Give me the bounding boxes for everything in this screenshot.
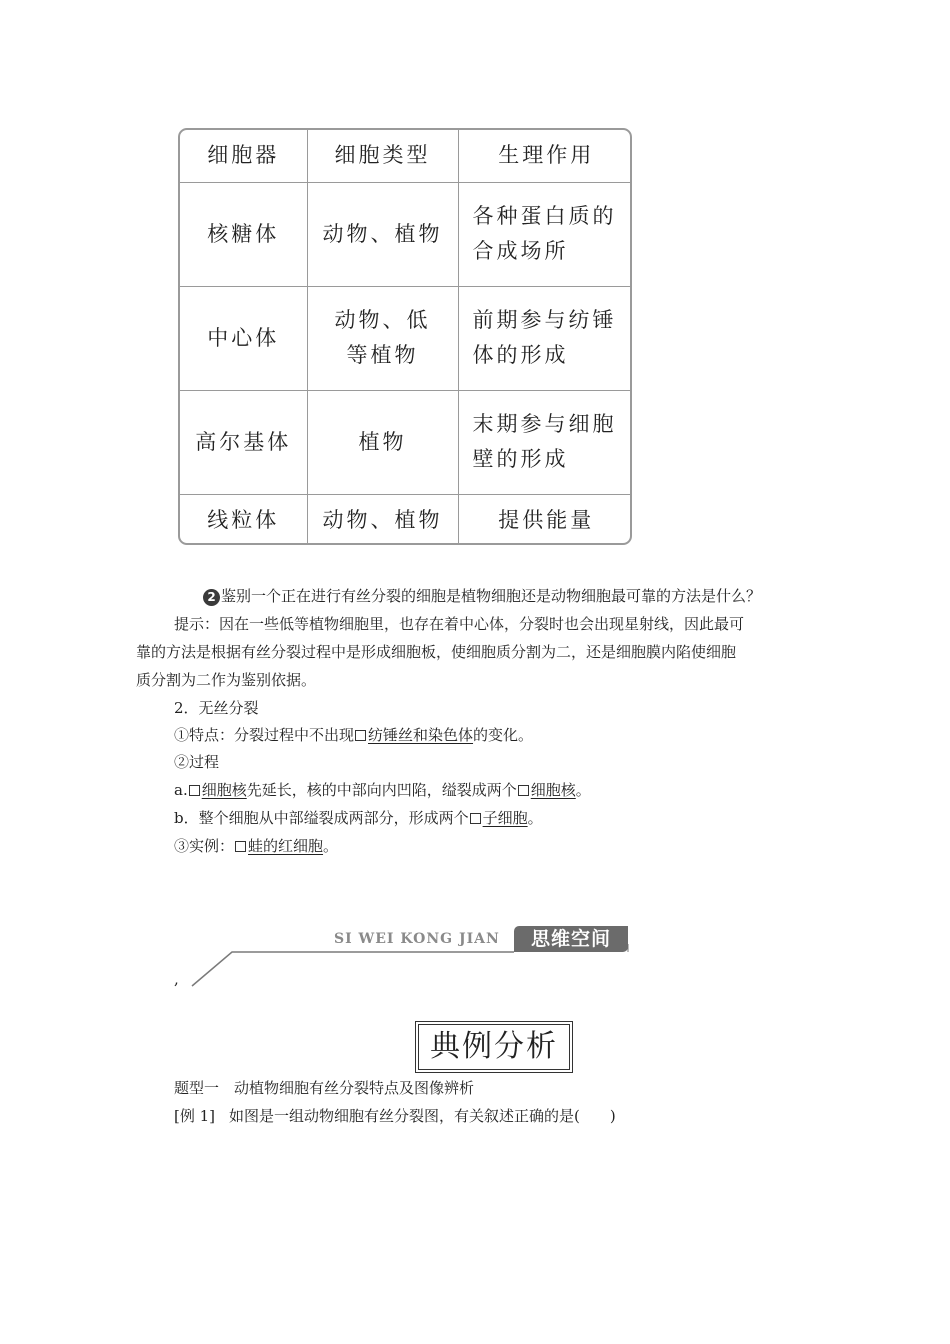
feature-suffix: 的变化。 bbox=[473, 726, 534, 744]
hint-line: 提示：因在一些低等植物细胞里，也存在着中心体，分裂时也会出现星射线，因此最可 bbox=[174, 615, 745, 633]
step-a-answer: 细胞核 bbox=[530, 781, 576, 799]
function-line: 末期参与细胞 bbox=[472, 412, 617, 436]
example-suffix: 。 bbox=[323, 837, 339, 855]
header-cell-type: 细胞类型 bbox=[307, 130, 458, 182]
hint-line: 靠的方法是根据有丝分裂过程中是形成细胞板，使细胞质分割为二，还是细胞膜内陷使细胞 bbox=[136, 643, 737, 661]
function-line: 前期参与纺锤 bbox=[472, 308, 617, 332]
example-problem-line bbox=[174, 1106, 616, 1126]
organelle-cell: 核糖体 bbox=[180, 182, 307, 286]
feature-answer: 纺锤丝和染色体 bbox=[368, 726, 474, 744]
feature-prefix: ①特点：分裂过程中不出现 bbox=[174, 726, 355, 744]
organelle-cell: 高尔基体 bbox=[180, 390, 307, 494]
hint-line: 质分割为二作为鉴别依据。 bbox=[136, 671, 317, 689]
stray-comma: , bbox=[174, 970, 179, 988]
step-b-prefix: b．整个细胞从中部缢裂成两部分，形成两个 bbox=[174, 809, 469, 827]
banner-english-title: SI WEI KONG JIAN bbox=[334, 931, 500, 947]
question-text: 鉴别一个正在进行有丝分裂的细胞是植物细胞还是动物细胞最可靠的方法是什么？ bbox=[221, 587, 762, 605]
step-a-suffix: 。 bbox=[575, 781, 591, 799]
function-line: 壁的形成 bbox=[472, 447, 569, 471]
amitosis-heading: 2．无丝分裂 bbox=[174, 699, 259, 717]
function-line: 合成场所 bbox=[472, 239, 569, 263]
process-heading: ②过程 bbox=[174, 753, 220, 771]
step-a-prefix: a. bbox=[174, 781, 188, 799]
example-label: [例 1] bbox=[174, 1107, 216, 1125]
step-b-suffix: 。 bbox=[527, 809, 543, 827]
example-prefix: ③实例： bbox=[174, 837, 235, 855]
example-question: 如图是一组动物细胞有丝分裂图，有关叙述正确的是( ) bbox=[229, 1107, 616, 1125]
problem-type-line: 题型一 动植物细胞有丝分裂特点及图像辨析 bbox=[174, 1079, 475, 1097]
organelle-cell: 中心体 bbox=[180, 286, 307, 390]
function-line: 体的形成 bbox=[472, 343, 569, 367]
cell-type-line: 动物、低 bbox=[334, 308, 431, 332]
step-b-answer: 子细胞 bbox=[482, 809, 528, 827]
cell-type-line: 等植物 bbox=[346, 343, 419, 367]
header-organelle: 细胞器 bbox=[180, 130, 307, 182]
section-title: 典例分析 bbox=[418, 1024, 570, 1070]
example-answer: 蛙的红细胞 bbox=[248, 837, 324, 855]
step-a-answer: 细胞核 bbox=[201, 781, 247, 799]
banner-chinese-title: 思维空间 bbox=[514, 926, 628, 952]
organelle-cell: 线粒体 bbox=[180, 494, 307, 545]
cell-type-cell: 动物、植物 bbox=[307, 494, 458, 545]
header-function: 生理作用 bbox=[458, 130, 632, 182]
cell-type-cell: 植物 bbox=[307, 390, 458, 494]
step-a-middle: 先延长，核的中部向内凹陷，缢裂成两个 bbox=[246, 781, 517, 799]
question-number-icon: 2 bbox=[203, 589, 220, 606]
function-line: 各种蛋白质的 bbox=[472, 204, 617, 228]
function-cell: 提供能量 bbox=[458, 494, 632, 545]
cell-type-cell: 动物、植物 bbox=[307, 182, 458, 286]
